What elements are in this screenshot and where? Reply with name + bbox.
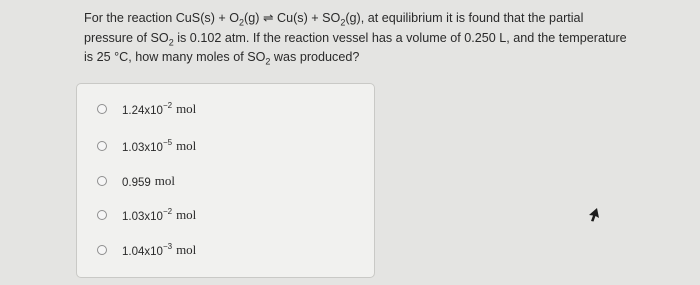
radio-unselected-icon[interactable] <box>97 176 107 186</box>
option-value: $1.03x10^{-2}$ <box>122 206 173 223</box>
radio-unselected-icon[interactable] <box>97 104 107 114</box>
option-value: $1.04x10^{-3}$ <box>122 241 173 258</box>
option-value: $1.03x10^{-5}$ <box>122 137 173 154</box>
option-unit: mol <box>176 138 197 153</box>
equilibrium-arrow-icon: ⇌ <box>262 11 274 25</box>
answer-option[interactable] <box>97 204 196 226</box>
mouse-pointer-icon <box>588 207 602 223</box>
option-value: $1.24x10^{-2}$ <box>122 100 173 117</box>
option-unit: mol <box>176 207 197 222</box>
option-value: 0.959 <box>122 176 151 189</box>
option-unit: mol <box>176 242 197 257</box>
answer-option[interactable] <box>97 239 196 261</box>
option-unit: mol <box>176 101 197 116</box>
question-text: For the reaction $CuS(s) + O_2(g)$ ⇌ $Cu(s) + SO_2(g)$, at equilibrium it is found that the partial pressure of $SO_2$ is 0.102 atm. If the reaction vessel has a volume of 0.250 L, and the temperature is 25 °C, how many moles of $SO_2$ was produced? <box>84 11 627 67</box>
option-unit: mol <box>154 173 176 188</box>
answer-option[interactable] <box>97 98 196 120</box>
answer-option[interactable] <box>97 135 196 157</box>
radio-unselected-icon[interactable] <box>97 210 107 220</box>
radio-unselected-icon[interactable] <box>97 141 107 151</box>
answer-option[interactable] <box>97 170 175 192</box>
radio-unselected-icon[interactable] <box>97 245 107 255</box>
answer-options-panel <box>76 83 375 278</box>
